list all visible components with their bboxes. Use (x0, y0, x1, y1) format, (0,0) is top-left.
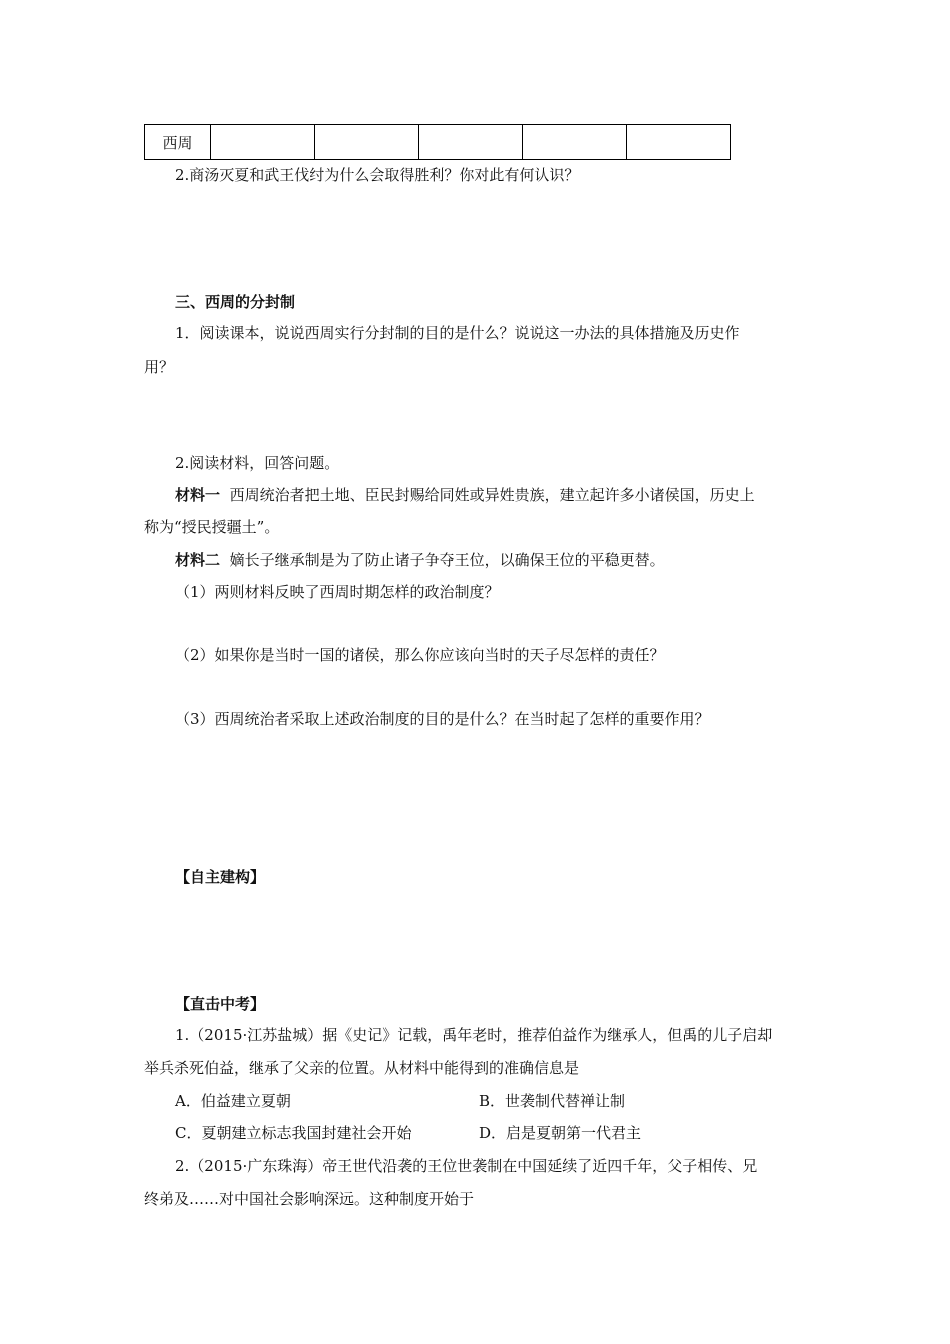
exam-question-2-line-2: 终弟及……对中国社会影响深远。这种制度开始于 (144, 1190, 475, 1208)
table-cell (419, 125, 523, 160)
material-2-line (175, 550, 665, 570)
exam-heading: 【直击中考】 (175, 995, 266, 1013)
option-c: C．夏朝建立标志我国封建社会开始 (175, 1124, 412, 1142)
exam-question-2-line-1: 2.（2015·广东珠海）帝王世代沿袭的王位世袭制在中国延续了近四千年，父子相传、兄 (175, 1157, 758, 1175)
sub-question-2: （2）如果你是当时一国的诸侯，那么你应该向当时的天子尽怎样的责任？ (175, 646, 665, 664)
table-cell (627, 125, 731, 160)
exam-question-1-line-1: 1.（2015·江苏盐城）据《史记》记载，禹年老时，推荐伯益作为继承人，但禹的儿子启却 (175, 1026, 773, 1044)
section-3-heading: 三、西周的分封制 (175, 293, 296, 311)
history-table (144, 124, 731, 160)
question-2-victory: 2.商汤灭夏和武王伐纣为什么会取得胜利？你对此有何认识？ (175, 166, 580, 184)
table-row-label: 西周 (145, 125, 211, 160)
table-cell (523, 125, 627, 160)
table-cell (315, 125, 419, 160)
section-3-question-2: 2.阅读材料，回答问题。 (175, 454, 340, 472)
option-d: D．启是夏朝第一代君主 (479, 1124, 642, 1142)
material-1-text: 西周统治者把土地、臣民封赐给同姓或异姓贵族，建立起许多小诸侯国，历史上 (229, 486, 755, 504)
material-1-line-2: 称为“授民授疆土”。 (144, 518, 280, 536)
section-3-question-1-line-2: 用？ (144, 358, 175, 376)
material-1-label: 材料一 (175, 486, 221, 504)
option-a: A．伯益建立夏朝 (175, 1092, 291, 1110)
material-2-label: 材料二 (175, 551, 221, 569)
section-3-question-1-line-1: 1．阅读课本，说说西周实行分封制的目的是什么？说说这一办法的具体措施及历史作 (175, 324, 740, 342)
sub-question-1: （1）两则材料反映了西周时期怎样的政治制度？ (175, 583, 500, 601)
exam-question-1-line-2: 举兵杀死伯益，继承了父亲的位置。从材料中能得到的准确信息是 (144, 1059, 580, 1077)
table-row (145, 125, 731, 160)
option-b: B．世袭制代替禅让制 (479, 1092, 626, 1110)
table-cell (211, 125, 315, 160)
self-construct-heading: 【自主建构】 (175, 868, 266, 886)
material-2-text: 嫡长子继承制是为了防止诸子争夺王位，以确保王位的平稳更替。 (229, 551, 665, 569)
material-1-line-1 (175, 485, 755, 505)
sub-question-3: （3）西周统治者采取上述政治制度的目的是什么？在当时起了怎样的重要作用？ (175, 710, 710, 728)
